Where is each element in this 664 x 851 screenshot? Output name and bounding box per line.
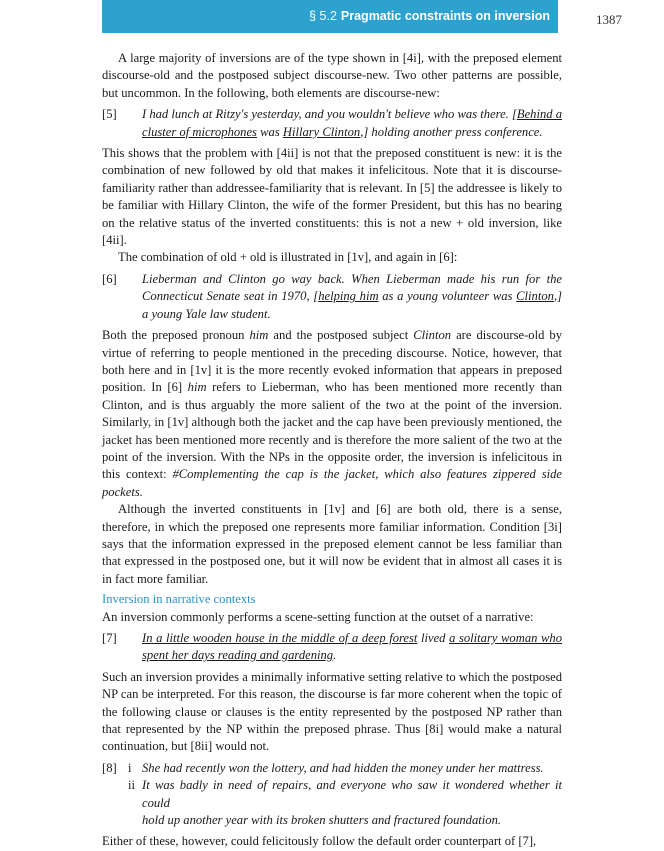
example-segment: ,] holding another press conference. <box>360 124 543 139</box>
paragraph-8: Either of these, however, could felicitously follow the default order counterpart of [7], <box>102 834 537 849</box>
paragraph-3: The combination of old + old is illustrated in [1v], and again in [6]: <box>118 250 458 265</box>
example-segment: I had lunch at Ritzy's yesterday, and you wouldn't believe who was there. [ <box>142 107 517 122</box>
preposed-element: In a little wooden house in the middle of a deep forest <box>142 631 418 645</box>
paragraph-2: This shows that the problem with [4ii] is not that the preposed constituent is new: it is the combination of new followed by old that makes it infelicitous. Note that it is discourse-familiarity rather than addressee-familiarity that is relevant. In [5] the addressee is likely to be familiar with Hillary Clinton, the wife of the former President, but this has no bearing on the relative status of the inverted constituents: this is not a new + old inversion, like [4ii]. <box>102 146 562 248</box>
page-number: 1387 <box>596 12 622 27</box>
example-segment: . <box>333 648 337 663</box>
example-segment: ,] a young Yale law student. <box>142 289 562 321</box>
example-segment: lived <box>417 631 450 645</box>
example-number: [6] <box>102 271 117 286</box>
example-5 <box>102 106 562 141</box>
postposed-subject: Hillary Clinton <box>282 124 361 139</box>
text-segment: are discourse-old by virtue of referring to people mentioned in the preceding discourse. Notice, however, that both here and in [1v] it is the more recently evoked information that appears in preposed position. In [6] <box>102 328 563 395</box>
paragraph-4 <box>102 327 562 501</box>
paragraph-1: A large majority of inversions are of the type shown in [4i], with the preposed element discourse-old and the postposed subject discourse-new. Two other patterns are possible, but uncommon. In the following, both elements are discourse-new: <box>102 51 562 100</box>
text-segment: and the postposed subject <box>268 328 414 343</box>
infelicitous-example: #Complementing the cap is the jacket, which also features zippered side pockets. <box>102 467 562 499</box>
example-number: [8] <box>102 760 117 775</box>
running-header <box>309 9 550 23</box>
text-italic: Clinton <box>413 328 452 343</box>
example-item-label: ii <box>128 778 135 793</box>
text-segment: refers to Lieberman, who has been mentioned more recently than Clinton, and is thus arguably the more salient of the two at the point of the inversion. Similarly, in [1v] although both the jacket and the cap have been previously mentioned, the jacket has been mentioned more recently and is therefore the more salient of the two at the point of the inversion. With the NPs in the opposite order, the inversion is infelicitous in this context: <box>102 380 562 482</box>
paragraph-6: An inversion commonly performs a scene-setting function at the outset of a narrative: <box>102 609 534 624</box>
preposed-element: Behind a cluster of microphones <box>142 107 562 139</box>
paragraph-5: Although the inverted constituents in [1v] and [6] are both old, there is a sense, therefore, in which the preposed one represents more familiar information. Condition [3i] says that the information expressed in the preposed element cannot be less familiar than that expressed in the postposed one, but it will now be evident that in almost all cases it is in fact more familiar. <box>102 502 562 586</box>
paragraph-7: Such an inversion provides a minimally informative setting relative to which the postposed NP can be interpreted. For this reason, the discourse is far more coherent when the topic of the following clause or clauses is the entity represented by the postposed NP rather than that represented by the NP within the preposed phrase. Thus [8i] would make a natural continuation, but [8ii] would not. <box>102 669 562 754</box>
example-item-text: It was badly in need of repairs, and everyone who saw it wondered whether it could <box>142 778 562 810</box>
example-text <box>142 630 562 665</box>
text-italic: him <box>187 380 207 395</box>
preposed-element: helping him <box>318 289 379 304</box>
example-text <box>142 106 562 141</box>
example-6 <box>102 271 562 323</box>
section-title: Pragmatic constraints on inversion <box>340 9 550 23</box>
example-number: [5] <box>102 107 117 122</box>
example-text <box>142 271 562 323</box>
header-bar <box>102 0 558 33</box>
page-body <box>102 50 562 851</box>
example-segment: was <box>256 124 283 139</box>
section-number: § 5.2 <box>309 9 337 23</box>
text-segment: Both the preposed pronoun <box>102 328 250 343</box>
example-item-label: i <box>128 760 132 775</box>
text-italic: him <box>249 328 269 343</box>
postposed-subject: a solitary woman who spent her days reading and gardening <box>142 631 562 663</box>
postposed-subject: Clinton <box>516 289 554 304</box>
example-8 <box>102 760 562 830</box>
example-segment: Lieberman and Clinton go way back. When Lieberman made his run for the Connecticut Senate seat in 1970, [ <box>142 271 562 304</box>
example-item-text: She had recently won the lottery, and had hidden the money under her mattress. <box>142 760 544 775</box>
subheading: Inversion in narrative contexts <box>102 592 256 607</box>
example-number: [7] <box>102 631 117 645</box>
example-segment: as a young volunteer was <box>378 289 517 304</box>
example-7 <box>102 630 562 665</box>
example-item-continuation: hold up another year with its broken shutters and fractured foundation. <box>142 813 502 828</box>
